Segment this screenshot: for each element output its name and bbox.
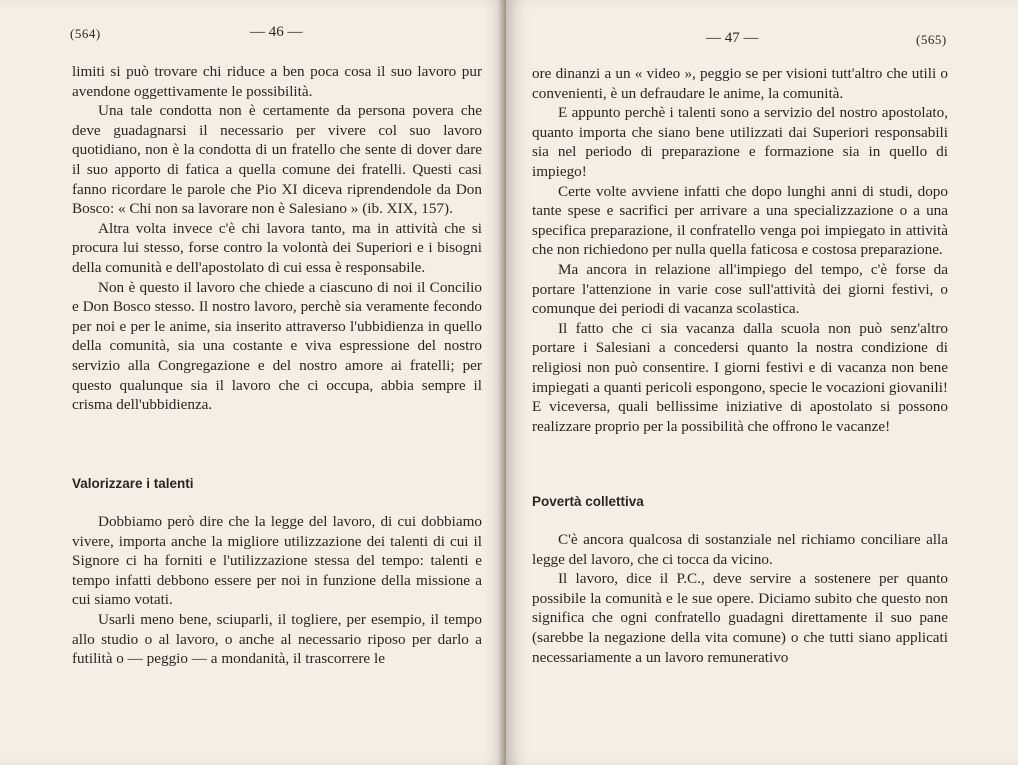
paragraph: C'è ancora qualcosa di sostanziale nel richiamo conciliare alla legge del lavoro, che ci tocca da vicino. xyxy=(532,531,948,568)
paragraph: Non è questo il lavoro che chiede a ciascuno di noi il Concilio e Don Bosco stesso. Il nostro lavoro, perchè sia veramente fecondo per noi e per le anime, sia inserito attraverso l'ubbidienza in quello della comunità, sia una costante e viva espressione del nostro servizio alla Congregazione e del nostro amore ai fratelli; per questo qualunque sia il lavoro che ci occupa, abbia sempre il crisma dell'ubbidienza. xyxy=(72,278,482,414)
paragraph: Il fatto che ci sia vacanza dalla scuola non può senz'altro portare i Salesiani a concedersi quanto la nostra condizione di religiosi non può consentire. I giorni festivi e di vacanza non bene impiegati a quanti pericoli espongono, specie le vocazioni giovanili! E viceversa, quali bellissime iniziative di apostolato si possono realizzare proprio per la possibilità che offrono le vacanze! xyxy=(532,319,948,435)
right-body-bottom xyxy=(532,530,948,667)
right-body-top xyxy=(532,64,948,436)
left-body-bottom xyxy=(72,512,482,669)
right-marginal-number: (565) xyxy=(916,32,947,47)
paragraph: ore dinanzi a un « video », peggio se per visioni tutt'altro che utili o convenienti, è un defraudare le anime, la comunità. xyxy=(532,65,948,102)
paragraph: Una tale condotta non è certamente da persona povera che deve guadagnarsi il necessario per vivere col suo lavoro quotidiano, non è la condotta di un fratello che sente di dover dare il suo apporto di fatica a quella comune dei fratelli. Questi casi fanno ricordare le parole che Pio XI diceva riprendendole da Don Bosco: « Chi non sa lavorare non è Salesiano » (ib. XIX, 157). xyxy=(72,102,482,218)
paragraph: E appunto perchè i talenti sono a servizio del nostro apostolato, quanto importa che siano bene utilizzati dai Superiori responsabili sia nel periodo di preparazione e formazione sia in quello di impiego! xyxy=(532,104,948,180)
right-page-number: — 47 — xyxy=(706,30,759,46)
section-heading: Valorizzare i talenti xyxy=(72,476,194,491)
right-page xyxy=(506,0,1018,765)
paragraph: Il lavoro, dice il P.C., deve servire a sostenere per quanto possibile la comunità e le sue opere. Diciamo subito che questo non significa che ogni confratello guadagni direttamente il suo pane (sarebbe la negazione della vita comune) o che tutti siano applicati necessariamente a un lavoro remunerativo xyxy=(532,570,948,666)
left-page xyxy=(0,0,506,765)
left-marginal-number: (564) xyxy=(70,26,101,41)
left-page-number: — 46 — xyxy=(250,24,303,40)
left-body-top xyxy=(72,62,482,415)
paragraph: Certe volte avviene infatti che dopo lunghi anni di studi, dopo tante spese e sacrifici per arrivare a una specializzazione o a una specifica preparazione, il confratello venga poi impiegato in attività che non richiedono per nulla quella faticosa e costosa preparazione. xyxy=(532,182,948,259)
paragraph: Dobbiamo però dire che la legge del lavoro, di cui dobbiamo vivere, importa anche la migliore utilizzazione dei talenti di cui il Signore ci ha forniti e l'utilizzazione stessa del tempo: talenti e tempo infatti debbono essere per noi in funzione della missione a cui siamo votati. xyxy=(72,513,482,609)
paragraph: Ma ancora in relazione all'impiego del tempo, c'è forse da portare l'attenzione in varie cose sull'attività dei giorni festivi, o comunque dei periodi di vacanza scolastica. xyxy=(532,260,948,318)
paragraph: limiti si può trovare chi riduce a ben poca cosa il suo lavoro pur avendone oggettivamente le possibilità. xyxy=(72,63,482,100)
paragraph: Altra volta invece c'è chi lavora tanto, ma in attività che si procura lui stesso, forse contro la volontà dei Superiori e i bisogni della comunità e dell'apostolato di cui essa è responsabile. xyxy=(72,219,482,276)
paragraph: Usarli meno bene, sciuparli, il togliere, per esempio, il tempo allo studio o al lavoro, o anche al necessario riposo per darlo a futilità o — peggio — a mondanità, il trascorrere le xyxy=(72,610,482,668)
section-heading: Povertà collettiva xyxy=(532,494,644,509)
